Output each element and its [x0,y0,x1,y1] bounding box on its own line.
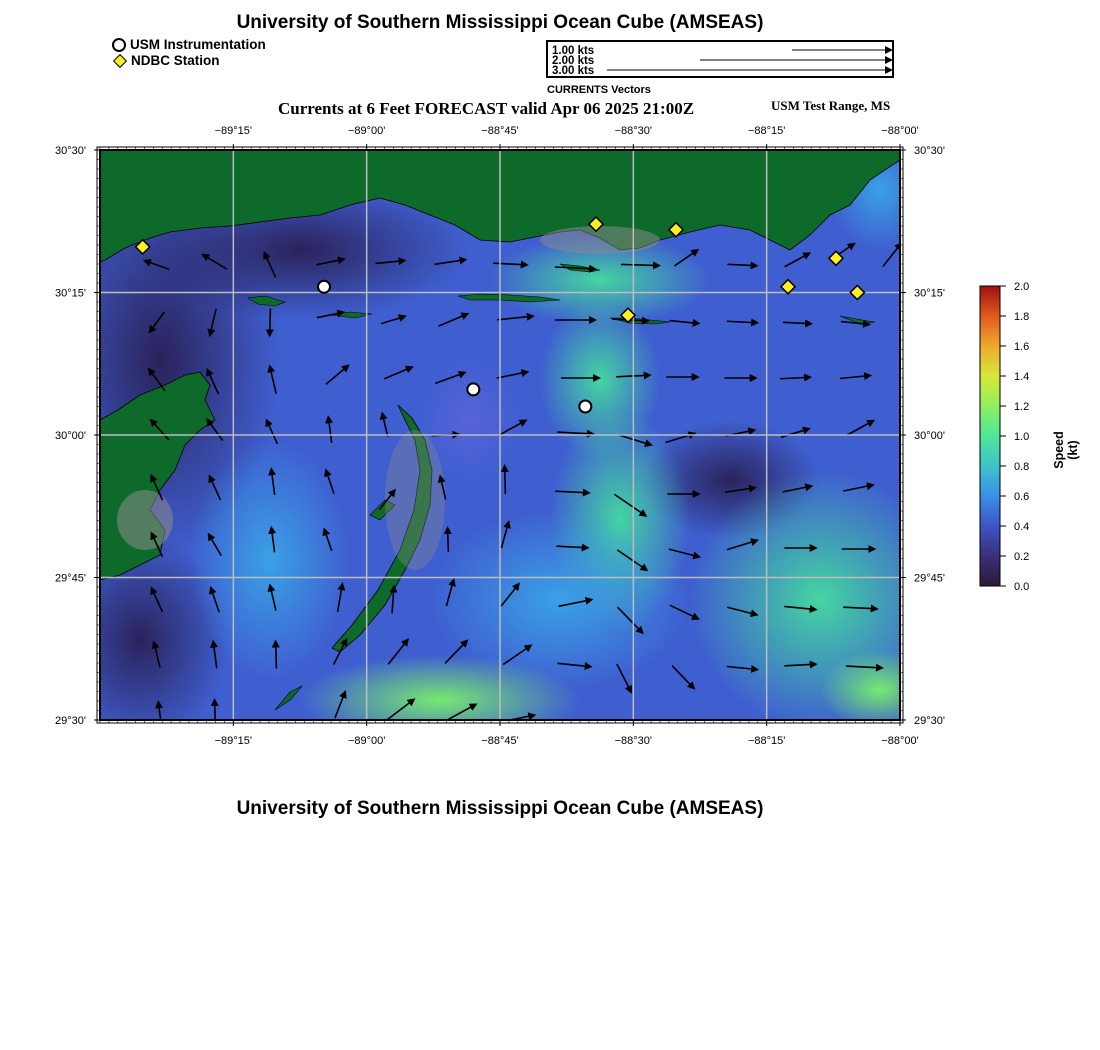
usm-instrument-marker [467,383,479,395]
colorbar-tick-label: 0.4 [1014,521,1030,533]
vector-scale-label-3: 3.00 kts [552,65,595,77]
colorbar-tick-label: 1.6 [1014,341,1030,353]
lat-tick-label-right: 30°15' [914,287,945,300]
lon-tick-label-bottom: −89°15' [214,735,253,747]
colorbar-tick-label: 0.6 [1014,491,1030,503]
lon-tick-label-bottom: −88°00' [881,735,919,747]
vector-scale-label-1: 1.00 kts [552,45,595,57]
lon-tick-label-top: −89°15' [214,125,253,137]
colorbar-tick-label: 1.8 [1014,311,1030,323]
location-label: USM Test Range, MS [771,98,891,113]
lon-tick-label-top: −88°45' [481,125,519,137]
colorbar [980,286,1000,586]
colorbar-tick-label: 1.2 [1014,401,1030,413]
current-vector-arrow [505,466,506,494]
lat-tick-label-right: 29°30' [914,715,945,727]
lon-tick-label-top: −88°30' [614,125,653,137]
lat-tick-label-left: 30°00' [55,430,86,442]
forecast-subtitle: Currents at 6 Feet FORECAST valid Apr 06 2025 21:00Z [278,99,695,118]
lat-tick-label-left: 29°30' [55,715,86,727]
legend-usm-label: USM Instrumentation [130,37,266,52]
lon-tick-label-top: −88°00' [881,125,919,137]
colorbar-label: Speed (kt) [1052,431,1080,469]
colorbar-tick-label: 0.0 [1014,581,1030,593]
lon-tick-label-top: −89°00' [347,125,386,137]
lat-tick-label-left: 30°30' [55,145,86,157]
colorbar-tick-label: 0.8 [1014,461,1030,473]
usm-instrument-marker [318,281,330,293]
footer-title: University of Southern Mississippi Ocean Cube (AMSEAS) [236,798,764,819]
legend-ndbc-label: NDBC Station [131,53,220,68]
lat-tick-label-left: 29°45' [55,572,86,585]
colorbar-tick-label: 2.0 [1014,281,1030,293]
lon-tick-label-top: −88°15' [747,125,786,137]
current-vector-arrow [448,528,449,552]
map-title: University of Southern Mississippi Ocean Cube (AMSEAS) [236,12,764,33]
lon-tick-label-bottom: −88°15' [747,735,786,747]
vector-scale-label-2: 2.00 kts [552,55,595,67]
colorbar-tick-label: 0.2 [1014,551,1030,563]
lon-tick-label-bottom: −88°45' [481,735,519,747]
lat-tick-label-right: 30°30' [914,145,945,157]
colorbar-tick-label: 1.4 [1014,371,1030,383]
colorbar-ticks [1000,281,1029,593]
current-vector-arrow [621,264,659,265]
lat-tick-label-right: 30°00' [914,430,945,442]
vector-caption: CURRENTS Vectors [547,84,651,96]
lon-tick-label-bottom: −89°00' [347,735,386,747]
current-vector-arrow [276,642,277,669]
lat-tick-label-right: 29°45' [914,572,945,585]
colorbar-tick-label: 1.0 [1014,431,1030,443]
current-vector-arrow [270,309,271,336]
lon-tick-label-bottom: −88°30' [614,735,653,747]
lat-tick-label-left: 30°15' [55,287,86,300]
vector-scale-arrows [607,50,891,70]
usm-instrument-marker [579,401,591,413]
